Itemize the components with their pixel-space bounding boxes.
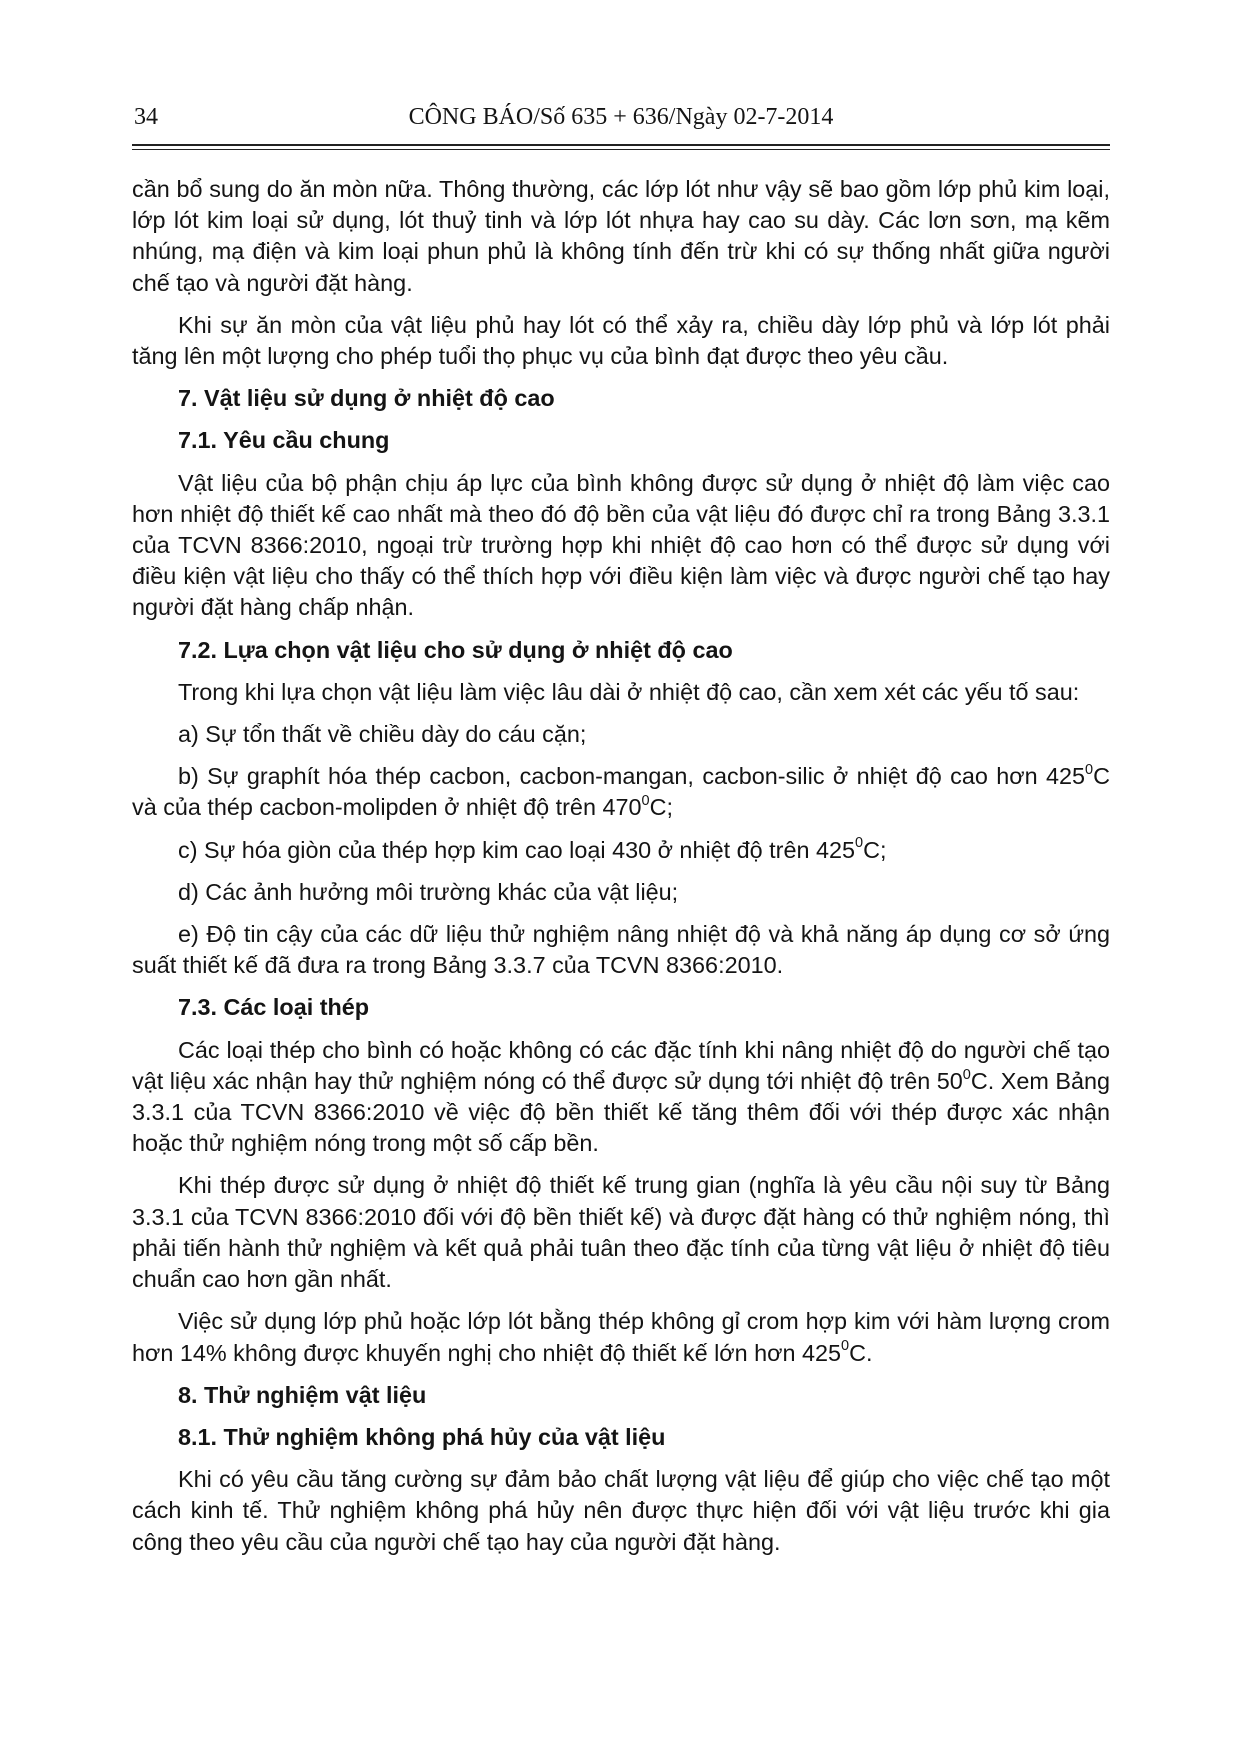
paragraph-7-3-a [132, 1035, 1110, 1160]
heading-section-7-3: 7.3. Các loại thép [178, 994, 370, 1021]
paragraph-7-1: Vật liệu của bộ phận chịu áp lực của bình không được sử dụng ở nhiệt độ làm việc cao hơn nhiệt độ thiết kế cao nhất mà theo đó độ bền của vật liệu đó được chỉ ra trong Bảng 3.3.1 của TCVN 8366:2010, ngoại trừ trường hợp khi nhiệt độ cao hơn có thể được sử dụng với điều kiện vật liệu cho thấy có thể thích hợp với điều kiện làm việc và được người chế tạo hay người đặt hàng chấp nhận. [132, 469, 1110, 621]
item-b-text-3: C; [649, 794, 673, 821]
paragraph-7-3-c [132, 1306, 1110, 1368]
list-item-c [132, 835, 1110, 866]
paragraph-7-2: Trong khi lựa chọn vật liệu làm việc lâu dài ở nhiệt độ cao, cần xem xét các yếu tố sau: [178, 678, 1080, 705]
degree-sup-2: 0 [641, 793, 650, 810]
list-item-a: a) Sự tổn thất về chiều dày do cáu cặn; [178, 721, 587, 748]
page-number: 34 [134, 104, 158, 130]
degree-sup-1: 0 [1085, 762, 1094, 779]
heading-section-8: 8. Thử nghiệm vật liệu [178, 1381, 427, 1408]
document-page [132, 100, 1110, 1569]
list-item-b [132, 761, 1110, 823]
list-item-e: e) Độ tin cậy của các dữ liệu thử nghiệm nâng nhiệt độ và khả năng áp dụng cơ sở ứng suất thiết kế đã đưa ra trong Bảng 3.3.7 của TCVN 8366:2010. [132, 921, 1110, 979]
paragraph-7-3-b: Khi thép được sử dụng ở nhiệt độ thiết kế trung gian (nghĩa là yêu cầu nội suy từ Bảng 3.3.1 của TCVN 8366:2010 đối với độ bền thiết kế) và được đặt hàng có thử nghiệm nóng, thì phải tiến hành thử nghiệm và kết quả phải tuân theo đặc tính của từng vật liệu ở nhiệt độ tiêu chuẩn cao hơn gần nhất. [132, 1172, 1110, 1293]
item-c-text-1: c) Sự hóa giòn của thép hợp kim cao loại 430 ở nhiệt độ trên 425 [178, 836, 856, 863]
header-rule-thick [132, 144, 1110, 146]
heading-section-7-2: 7.2. Lựa chọn vật liệu cho sử dụng ở nhiệt độ cao [178, 636, 733, 663]
heading-section-7: 7. Vật liệu sử dụng ở nhiệt độ cao [178, 385, 555, 412]
document-body [132, 174, 1110, 1558]
heading-section-8-1: 8.1. Thử nghiệm không phá hủy của vật liệu [178, 1423, 666, 1450]
p73a-text-2: C. Xem Bảng 3.3.1 của TCVN 8366:2010 về việc độ bền thiết kế tăng thêm đối với thép được xác nhận hoặc thử nghiệm nóng trong một số cấp bền. [132, 1067, 1110, 1157]
paragraph-8-1: Khi có yêu cầu tăng cường sự đảm bảo chất lượng vật liệu để giúp cho việc chế tạo một cách kinh tế. Thử nghiệm không phá hủy nên được thực hiện đối với vật liệu trước khi gia công theo yêu cầu của người chế tạo hay của người đặt hàng. [132, 1466, 1110, 1555]
p73c-text-1: Việc sử dụng lớp phủ hoặc lớp lót bằng thép không gỉ crom hợp kim với hàm lượng crom hơn 14% không được khuyến nghị cho nhiệt độ thiết kế lớn hơn 425 [132, 1308, 1110, 1366]
item-c-text-2: C; [863, 836, 887, 863]
item-b-text-1: b) Sự graphít hóa thép cacbon, cacbon-mangan, cacbon-silic ở nhiệt độ cao hơn 425 [178, 763, 1086, 790]
page-header [132, 100, 1110, 144]
degree-sup-4: 0 [962, 1066, 971, 1083]
degree-sup-3: 0 [855, 835, 864, 852]
p73c-text-2: C. [849, 1339, 873, 1366]
item-b-text-2: C và của thép cacbon-molipden ở nhiệt độ trên 470 [132, 763, 1110, 821]
gazette-title: CÔNG BÁO/Số 635 + 636/Ngày 02-7-2014 [408, 104, 834, 130]
degree-sup-5: 0 [841, 1338, 850, 1355]
heading-section-7-1: 7.1. Yêu cầu chung [178, 427, 390, 454]
list-item-d: d) Các ảnh hưởng môi trường khác của vật liệu; [178, 878, 679, 905]
paragraph-corrosion: Khi sự ăn mòn của vật liệu phủ hay lót có thể xảy ra, chiều dày lớp phủ và lớp lót phải tăng lên một lượng cho phép tuổi thọ phục vụ của bình đạt được theo yêu cầu. [132, 311, 1110, 370]
header-rule-thin [132, 149, 1110, 150]
paragraph-intro: cần bổ sung do ăn mòn nữa. Thông thường, các lớp lót như vậy sẽ bao gồm lớp phủ kim loại, lớp lót kim loại sử dụng, lót thuỷ tinh và lớp lót nhựa hay cao su dày. Các lơn sơn, mạ kẽm nhúng, mạ điện và kim loại phun phủ là không tính đến trừ khi có sự thống nhất giữa người chế tạo và người đặt hàng. [132, 176, 1110, 296]
p73a-text-1: Các loại thép cho bình có hoặc không có các đặc tính khi nâng nhiệt độ do người chế tạo vật liệu xác nhận hay thử nghiệm nóng có thể được sử dụng tới nhiệt độ trên 50 [132, 1036, 1110, 1094]
